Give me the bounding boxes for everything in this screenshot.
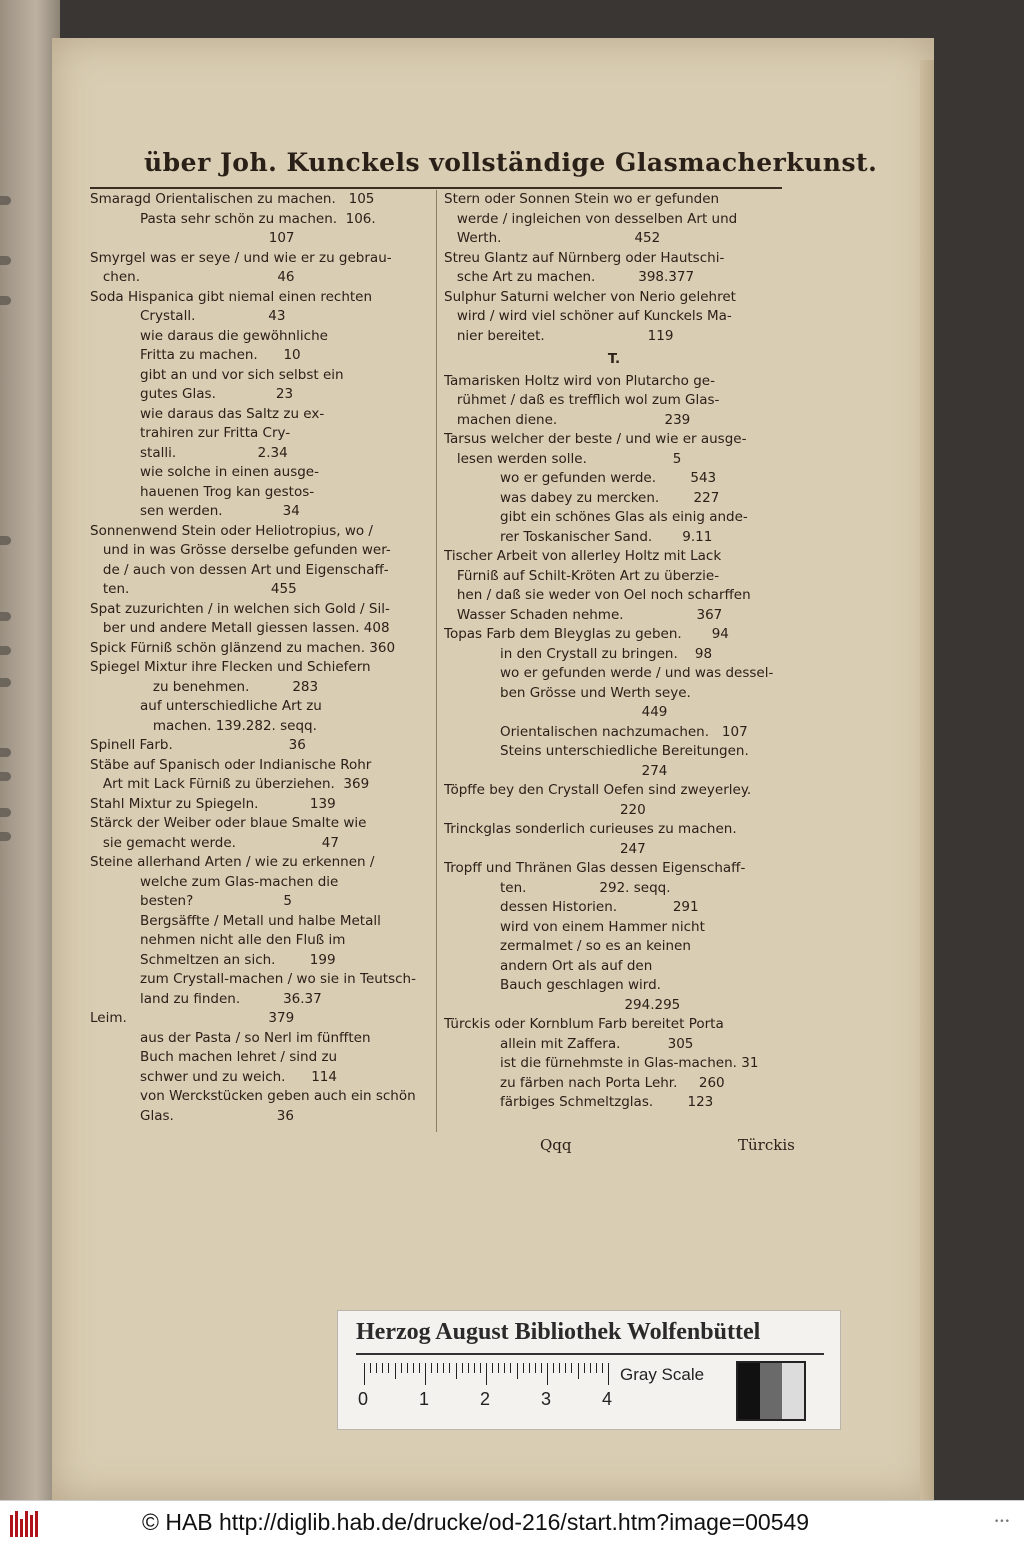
ruler-tick [425,1363,426,1385]
edge-mark [0,646,11,655]
ruler-tick [480,1363,481,1373]
ruler-tick [590,1363,591,1373]
index-entry: dessen Historien. 291 [500,899,699,915]
index-entry: Steins unterschiedliche Bereitungen. [500,743,749,759]
index-entry: und in was Grösse derselbe gefunden wer- [90,542,391,558]
index-entry: zu färben nach Porta Lehr. 260 [500,1074,725,1091]
ruler-number: 2 [480,1389,491,1409]
index-entry: sen werden. 34 [140,503,300,519]
index-entry: Smyrgel was er seye / und wie er zu gebrau- [90,249,392,266]
index-entry: ten. 292. seqq. [500,879,671,896]
index-entry: machen. 139.282. seqq. [140,717,317,734]
header-rule [90,187,782,189]
grayscale-swatch [760,1363,782,1419]
index-entry: ist die fürnehmste in Glas-machen. 31 [500,1055,759,1071]
ruler-tick [498,1363,499,1373]
index-entry: Stern oder Sonnen Stein wo er gefunden [444,191,720,207]
ruler-tick [382,1363,383,1373]
index-entry: wird / wird viel schöner auf Kunckels Ma- [444,308,732,324]
index-entry: wird von einem Hammer nicht [500,918,705,935]
section-letter: T. [607,351,621,367]
index-entry: Pasta sehr schön zu machen. 106. [140,210,376,227]
index-entry: schwer und zu weich. 114 [140,1068,337,1085]
index-entry: wie daraus die gewöhnliche [140,327,328,344]
index-entry: Fürniß auf Schilt-Kröten Art zu überzie- [444,567,720,584]
edge-mark [0,256,11,265]
card-title-rule [356,1353,824,1355]
index-entry: Streu Glantz auf Nürnberg oder Hautschi- [444,249,725,266]
index-entry: Fritta zu machen. 10 [140,347,301,363]
ruler-tick [431,1363,432,1373]
ruler-tick [571,1363,572,1373]
index-entry: auf unterschiedliche Art zu [140,698,322,714]
index-entry: Spiegel Mixtur ihre Flecken und Schiefern [90,659,371,675]
ruler-tick [462,1363,463,1373]
index-entry: färbiges Schmeltzglas. 123 [500,1094,714,1110]
index-entry: werde / ingleichen von desselben Art und [444,210,738,227]
ruler-tick [559,1363,560,1373]
index-entry: land zu finden. 36.37 [140,990,322,1007]
index-entry: Art mit Lack Fürniß zu überziehen. 369 [90,776,370,792]
ruler-tick [468,1363,469,1373]
index-entry: in den Crystall zu bringen. 98 [500,645,713,662]
index-entry: Tamarisken Holtz wird von Plutarcho ge- [444,372,715,389]
index-entry: wie daraus das Saltz zu ex- [140,405,325,422]
index-entry: sche Art zu machen. 398.377 [444,269,695,285]
grayscale-swatch [738,1363,760,1419]
grayscale-swatches [736,1361,806,1421]
index-entry: Leim. 379 [90,1010,295,1026]
ruler-tick [529,1363,530,1373]
page-edge [920,60,934,1500]
index-entry: welche zum Glas-machen die [140,873,339,890]
index-entry: Steine allerhand Arten / wie zu erkennen / [90,854,375,870]
edge-mark [0,808,11,817]
index-column-right [444,190,784,1113]
index-entry: aus der Pasta / so Nerl im fünfften [140,1029,371,1046]
index-entry: Werth. 452 [444,230,661,246]
edge-mark [0,772,11,781]
index-entry: Spick Fürniß schön glänzend zu machen. 360 [90,639,396,656]
index-entry: wo er gefunden werde / und was dessel- [500,665,774,681]
index-entry: Wasser Schaden nehme. 367 [444,606,723,623]
index-entry: Schmeltzen an sich. 199 [140,951,336,968]
ruler-tick [407,1363,408,1373]
edge-mark [0,748,11,757]
ruler-tick [486,1363,487,1385]
ruler-tick [596,1363,597,1373]
index-entry: wie solche in einen ausge- [140,464,319,480]
index-entry: Smaragd Orientalischen zu machen. 105 [90,191,375,207]
ruler-number: 3 [541,1389,552,1409]
index-entry: ben Grösse und Werth seye. [500,684,691,701]
index-entry: Bauch geschlagen wird. [500,977,661,993]
index-entry: nier bereitet. 119 [444,327,674,344]
catchword: Türckis [738,1136,795,1154]
ruler-tick [419,1363,420,1373]
index-entry: Tropff und Thränen Glas dessen Eigenschaff- [444,860,746,876]
index-entry: gutes Glas. 23 [140,386,294,402]
ruler-tick [395,1363,396,1379]
edge-mark [0,678,11,687]
index-entry: Türckis oder Kornblum Farb bereitet Porta [444,1016,724,1032]
index-entry: 294.295 [500,996,681,1013]
footer-bar [0,1500,1024,1545]
edge-mark [0,296,11,305]
index-entry: machen diene. 239 [444,411,691,428]
copyright-url[interactable]: © HAB http://diglib.hab.de/drucke/od-216/start.htm?image=00549 [142,1509,810,1535]
index-entry: Trinckglas sonderlich curieuses zu machen. [444,821,737,837]
index-entry: besten? 5 [140,893,292,909]
index-entry: chen. 46 [90,269,295,285]
index-entry: 247 [444,840,646,857]
library-color-card [337,1310,841,1430]
index-entry: andern Ort als auf den [500,957,653,974]
index-column-left [90,190,430,1126]
index-entry: lesen werden solle. 5 [444,450,682,467]
index-entry: zum Crystall-machen / wo sie in Teutsch- [140,971,416,987]
ruler-tick [492,1363,493,1373]
index-entry: 107 [140,230,295,246]
column-divider [436,190,437,1132]
ruler-tick [504,1363,505,1373]
index-entry: trahiren zur Fritta Cry- [140,425,291,441]
ruler-tick [541,1363,542,1373]
index-entry: hen / daß sie weder von Oel noch scharffen [444,587,751,603]
footer-dots: ••• [994,1517,1010,1527]
index-entry: gibt an und vor sich selbst ein [140,366,344,383]
ruler-tick [517,1363,518,1379]
grayscale-swatch [782,1363,804,1419]
index-entry: 220 [444,801,646,818]
ruler-tick [474,1363,475,1373]
index-entry: Tischer Arbeit von allerley Holtz mit Lack [444,548,722,564]
index-entry: Topas Farb dem Bleyglas zu geben. 94 [444,626,729,642]
index-entry: Töpffe bey den Crystall Oefen sind zweyerley. [444,782,752,798]
index-entry: Glas. 36 [140,1107,294,1124]
index-entry: rer Toskanischer Sand. 9.11 [500,528,713,545]
index-entry: 449 [500,704,668,720]
index-entry: Spinell Farb. 36 [90,737,306,753]
ruler-tick [584,1363,585,1373]
hab-logo-icon [10,1509,40,1537]
ruler-tick [547,1363,548,1385]
edge-mark [0,196,11,205]
signature-mark: Qqq [540,1136,572,1154]
ruler-tick [608,1363,609,1385]
ruler-number: 0 [358,1389,369,1409]
index-entry: Stahl Mixtur zu Spiegeln. 139 [90,795,336,812]
ruler-tick [370,1363,371,1373]
ruler-tick [578,1363,579,1379]
index-entry: Tarsus welcher der beste / und wie er ausge- [444,431,747,447]
ruler-tick [443,1363,444,1373]
index-entry: Bergsäffte / Metall und halbe Metall [140,912,381,929]
ruler-tick [523,1363,524,1373]
index-entry: sie gemacht werde. 47 [90,834,339,851]
index-entry: Spat zuzurichten / in welchen sich Gold / Sil- [90,600,390,617]
library-card-title: Herzog August Bibliothek Wolfenbüttel [356,1319,761,1345]
index-entry: 274 [500,762,668,779]
index-entry: von Werckstücken geben auch ein schön [140,1088,416,1104]
index-entry: de / auch von dessen Art und Eigenschaff- [90,561,389,578]
index-entry: zu benehmen. 283 [140,678,319,695]
index-entry: ten. 455 [90,581,297,597]
ruler-number: 4 [602,1389,613,1409]
index-entry: zermalmet / so es an keinen [500,938,691,954]
index-entry: Stäbe auf Spanisch oder Indianische Rohr [90,756,372,773]
grayscale-label: Gray Scale [620,1365,705,1384]
scale-ruler [356,1363,618,1409]
index-entry: Sulphur Saturni welcher von Nerio gelehret [444,288,736,305]
ruler-tick [364,1363,365,1385]
ruler-tick [535,1363,536,1373]
index-entry: allein mit Zaffera. 305 [500,1035,694,1052]
index-entry: Crystall. 43 [140,308,286,324]
ruler-tick [510,1363,511,1373]
ruler-tick [413,1363,414,1373]
index-entry: ber und andere Metall giessen lassen. 408 [90,620,390,636]
index-entry: Buch machen lehret / sind zu [140,1049,338,1065]
running-head: über Joh. Kunckels vollständige Glasmacherkunst. [144,148,878,177]
index-entry: stalli. 2.34 [140,444,288,461]
ruler-tick [456,1363,457,1379]
index-entry: Soda Hispanica gibt niemal einen rechten [90,288,373,305]
index-entry: hauenen Trog kan gestos- [140,483,315,500]
index-entry: Sonnenwend Stein oder Heliotropius, wo / [90,522,373,539]
index-entry: gibt ein schönes Glas als einig ande- [500,509,748,525]
index-entry: Stärck der Weiber oder blaue Smalte wie [90,815,367,831]
ruler-tick [376,1363,377,1373]
ruler-tick [449,1363,450,1373]
ruler-number: 1 [419,1389,430,1409]
ruler-tick [437,1363,438,1373]
edge-mark [0,612,11,621]
ruler-tick [602,1363,603,1373]
ruler-tick [401,1363,402,1373]
index-entry: wo er gefunden werde. 543 [500,470,717,486]
index-entry: rühmet / daß es trefflich wol zum Glas- [444,392,720,408]
index-entry: Orientalischen nachzumachen. 107 [500,723,748,740]
index-entry: was dabey zu mercken. 227 [500,489,720,506]
ruler-tick [565,1363,566,1373]
index-entry: nehmen nicht alle den Fluß im [140,932,346,948]
ruler-tick [553,1363,554,1373]
ruler-tick [388,1363,389,1373]
edge-mark [0,536,11,545]
edge-mark [0,832,11,841]
